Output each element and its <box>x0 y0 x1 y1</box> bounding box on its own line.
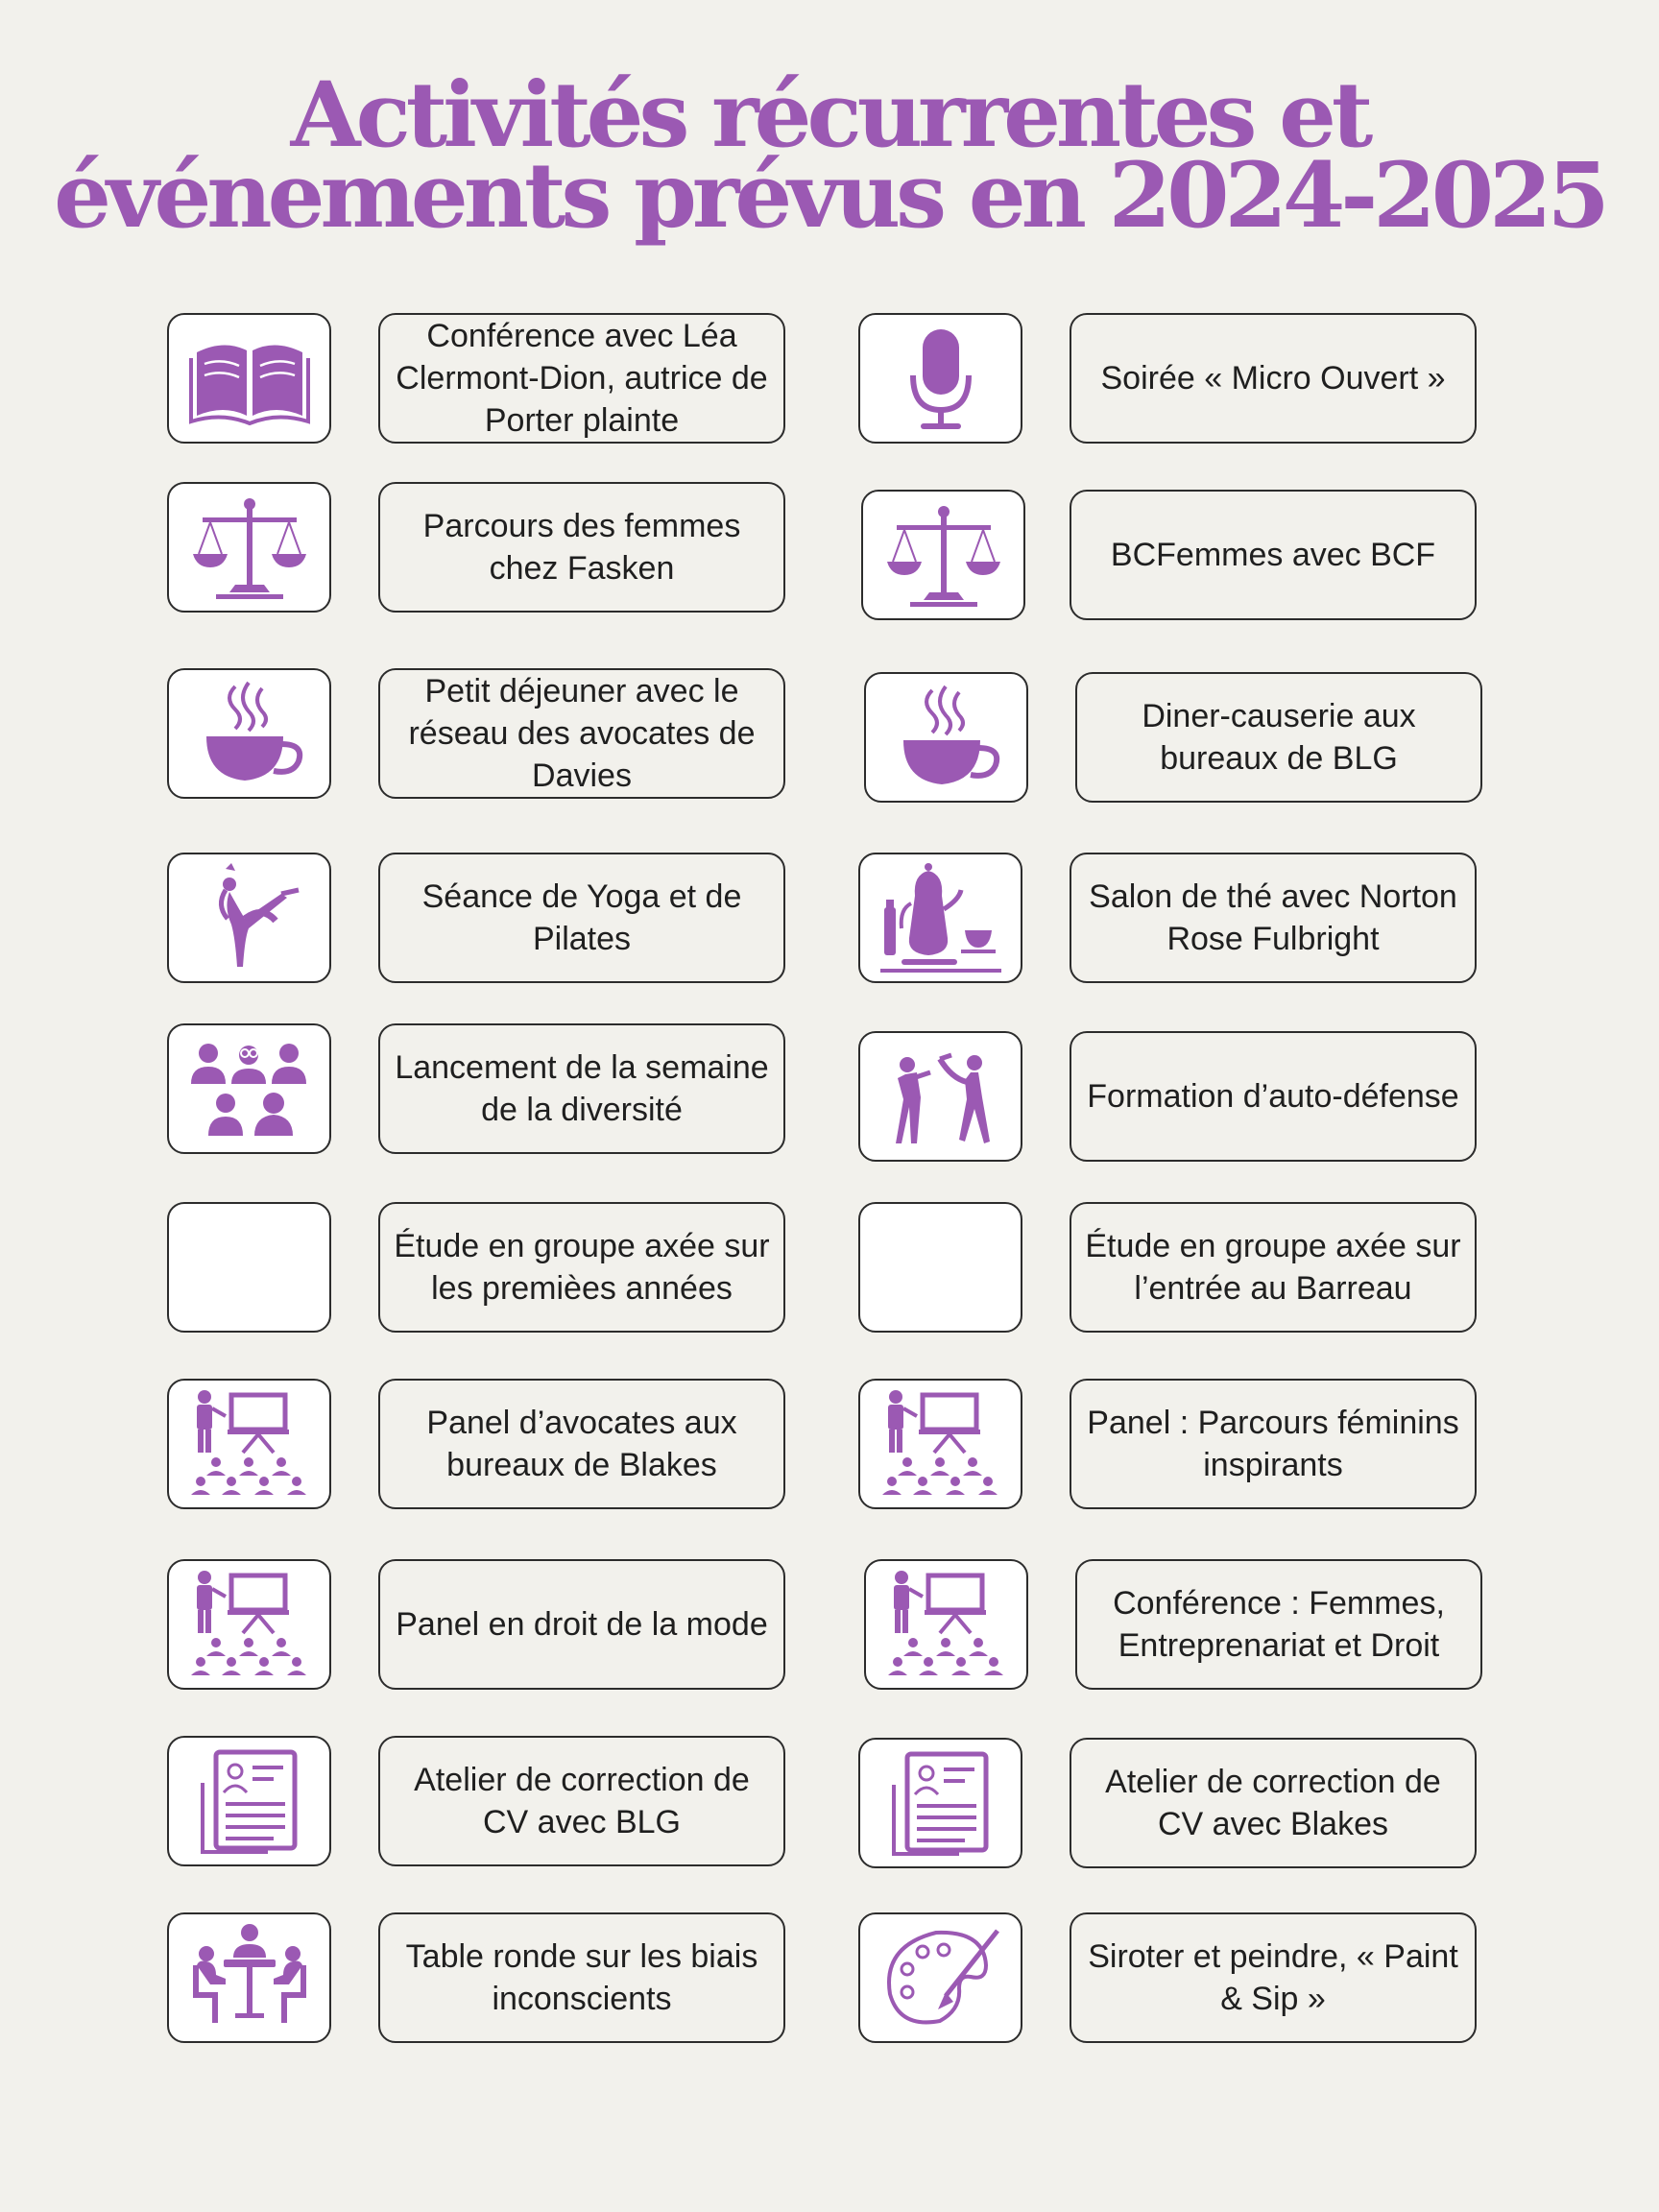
microphone-icon <box>858 313 1022 444</box>
activity-label: Conférence : Femmes, Entreprenariat et Droit <box>1113 1585 1445 1664</box>
scales-of-justice-icon <box>167 482 331 613</box>
activity-label: Étude en groupe axée sur l’entrée au Barreau <box>1085 1228 1461 1307</box>
title-line-1: Activités récurrentes et <box>290 62 1369 168</box>
activity-card <box>1070 313 1477 444</box>
activity-label: Conférence avec Léa Clermont-Dion, autrice de Porter plainte <box>396 318 768 439</box>
activity-card <box>378 313 785 444</box>
activity-label: Séance de Yoga et de Pilates <box>421 878 742 957</box>
paint-palette-icon <box>858 1912 1022 2043</box>
activity-card <box>378 1202 785 1333</box>
activity-label: Panel en droit de la mode <box>396 1606 768 1643</box>
presentation-audience-icon <box>858 1379 1022 1509</box>
activity-label: Étude en groupe axée sur les premièes années <box>394 1228 770 1307</box>
activity-card <box>1070 1738 1477 1868</box>
title-line-2: événements prévus en 2024-2025 <box>54 143 1605 249</box>
yoga-pose-icon <box>167 853 331 983</box>
activity-card <box>378 1736 785 1866</box>
activity-label: Diner-causerie aux bureaux de BLG <box>1142 698 1416 777</box>
activity-card <box>378 482 785 613</box>
activity-card <box>1070 1912 1477 2043</box>
activity-card <box>1070 1031 1477 1162</box>
presentation-audience-icon <box>167 1379 331 1509</box>
activity-card <box>378 1023 785 1154</box>
activity-label: Atelier de correction de CV avec Blakes <box>1105 1764 1441 1842</box>
activity-label: Parcours des femmes chez Fasken <box>422 508 741 587</box>
presentation-audience-icon <box>167 1559 331 1690</box>
empty-icon-box <box>167 1202 331 1333</box>
activity-label: Atelier de correction de CV avec BLG <box>414 1762 750 1840</box>
open-book-icon <box>167 313 331 444</box>
activity-label: Panel : Parcours féminins inspirants <box>1087 1405 1459 1483</box>
empty-icon-box <box>858 1202 1022 1333</box>
activity-card <box>378 1912 785 2043</box>
activity-card <box>378 853 785 983</box>
activity-card <box>1070 853 1477 983</box>
activity-card <box>1070 1202 1477 1333</box>
activity-label: BCFemmes avec BCF <box>1110 537 1436 573</box>
activity-label: Lancement de la semaine de la diversité <box>395 1049 769 1128</box>
activity-label: Soirée « Micro Ouvert » <box>1100 360 1446 397</box>
coffee-cup-icon <box>167 668 331 799</box>
activity-card <box>378 1559 785 1690</box>
resume-document-icon <box>858 1738 1022 1868</box>
activity-label: Petit déjeuner avec le réseau des avocates de Davies <box>408 673 756 794</box>
activity-card <box>1070 490 1477 620</box>
activity-label: Table ronde sur les biais inconscients <box>405 1938 758 2017</box>
activity-label: Siroter et peindre, « Paint & Sip » <box>1088 1938 1458 2017</box>
resume-document-icon <box>167 1736 331 1866</box>
coffee-cup-icon <box>864 672 1028 803</box>
activity-label: Panel d’avocates aux bureaux de Blakes <box>426 1405 737 1483</box>
self-defense-icon <box>858 1031 1022 1162</box>
activity-card <box>378 668 785 799</box>
presentation-audience-icon <box>864 1559 1028 1690</box>
scales-of-justice-icon <box>861 490 1025 620</box>
activity-card <box>1075 1559 1482 1690</box>
diverse-people-icon <box>167 1023 331 1154</box>
activity-card <box>1070 1379 1477 1509</box>
activity-card <box>1075 672 1482 803</box>
page-title <box>0 62 1659 249</box>
teapot-icon <box>858 853 1022 983</box>
activity-label: Salon de thé avec Norton Rose Fulbright <box>1089 878 1457 957</box>
activity-card <box>378 1379 785 1509</box>
round-table-icon <box>167 1912 331 2043</box>
activity-label: Formation d’auto-défense <box>1087 1078 1459 1115</box>
